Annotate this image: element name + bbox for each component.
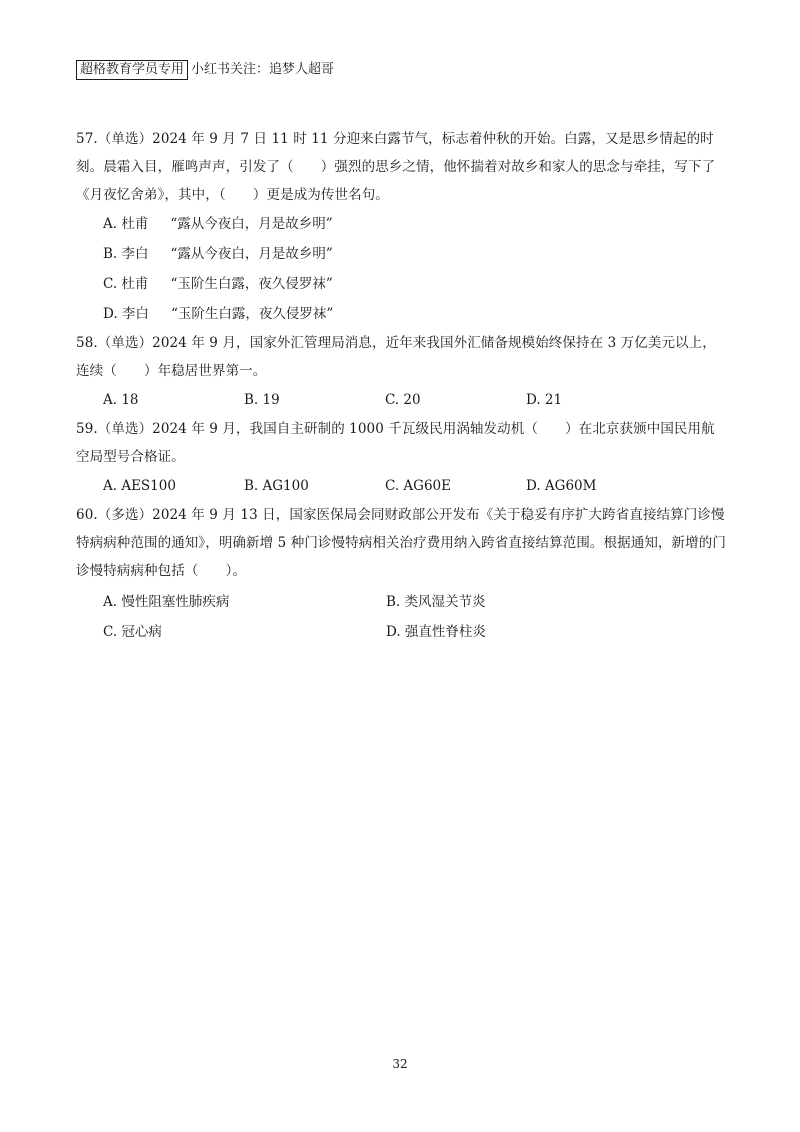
question-stem: 57.（单选）2024 年 9 月 7 日 11 时 11 分迎来白露节气，标志着仲秋的开始。白露，又是思乡情起的时刻。晨霜入目，雁鸣声声，引发了（ ）强烈的思乡之情，他怀揣着对故乡和家人的思念与牵挂，写下了《月夜忆舍弟》，其中，（ ）更是成为传世名句。 — [76, 131, 716, 203]
header-follow-text: 小红书关注：追梦人超哥 — [191, 62, 335, 77]
question-stem: 59.（单选）2024 年 9 月，我国自主研制的 1000 千瓦级民用涡轴发动机（ ）在北京获颁中国民用航空局型号合格证。 — [76, 421, 715, 465]
question-59 — [76, 415, 728, 501]
header-boxed-label: 超格教育学员专用 — [76, 60, 188, 80]
option-c: C. AG60E — [385, 478, 451, 494]
option-b — [103, 239, 728, 269]
options-row-1 — [76, 585, 728, 615]
option-a: A. AES100 — [103, 478, 176, 494]
option-label: D. 李白 — [103, 306, 149, 322]
options — [76, 471, 728, 501]
option-quote: “露从今夜白，月是故乡明” — [170, 216, 333, 232]
option-d: D. AG60M — [526, 478, 597, 494]
question-57 — [76, 125, 728, 329]
option-c: C. 20 — [385, 392, 421, 408]
options-row-2 — [76, 615, 728, 645]
options — [76, 209, 728, 329]
option-label: C. 杜甫 — [103, 276, 149, 292]
question-stem: 58.（单选）2024 年 9 月，国家外汇管理局消息，近年来我国外汇储备规模始终保持在 3 万亿美元以上，连续（ ）年稳居世界第一。 — [76, 335, 716, 379]
option-c — [103, 269, 728, 299]
option-a: A. 18 — [103, 392, 139, 408]
option-d: D. 21 — [526, 392, 563, 408]
question-stem: 60.（多选）2024 年 9 月 13 日，国家医保局会同财政部公开发布《关于稳妥有序扩大跨省直接结算门诊慢特病病种范围的通知》，明确新增 5 种门诊慢特病相关治疗费用纳入跨省直接结算范围。根据通知，新增的门诊慢特病病种包括（ ）。 — [76, 507, 726, 579]
option-label: B. 李白 — [103, 246, 149, 262]
option-label: A. 杜甫 — [103, 216, 149, 232]
option-quote: “玉阶生白露，夜久侵罗袜” — [170, 306, 334, 322]
options — [76, 385, 728, 415]
question-list — [76, 125, 728, 645]
page-number: 32 — [392, 1057, 408, 1071]
option-d — [103, 299, 728, 329]
option-d: D. 强直性脊柱炎 — [386, 624, 486, 640]
option-b: B. AG100 — [244, 478, 309, 494]
option-c: C. 冠心病 — [103, 624, 162, 640]
option-b: B. 类风湿关节炎 — [386, 594, 486, 610]
option-a — [103, 209, 728, 239]
question-58 — [76, 329, 728, 415]
option-b: B. 19 — [244, 392, 280, 408]
option-a: A. 慢性阻塞性肺疾病 — [103, 594, 230, 610]
page-header — [76, 60, 334, 80]
option-quote: “玉阶生白露，夜久侵罗袜” — [170, 276, 333, 292]
question-60 — [76, 501, 728, 645]
option-quote: “露从今夜白，月是故乡明” — [170, 246, 333, 262]
